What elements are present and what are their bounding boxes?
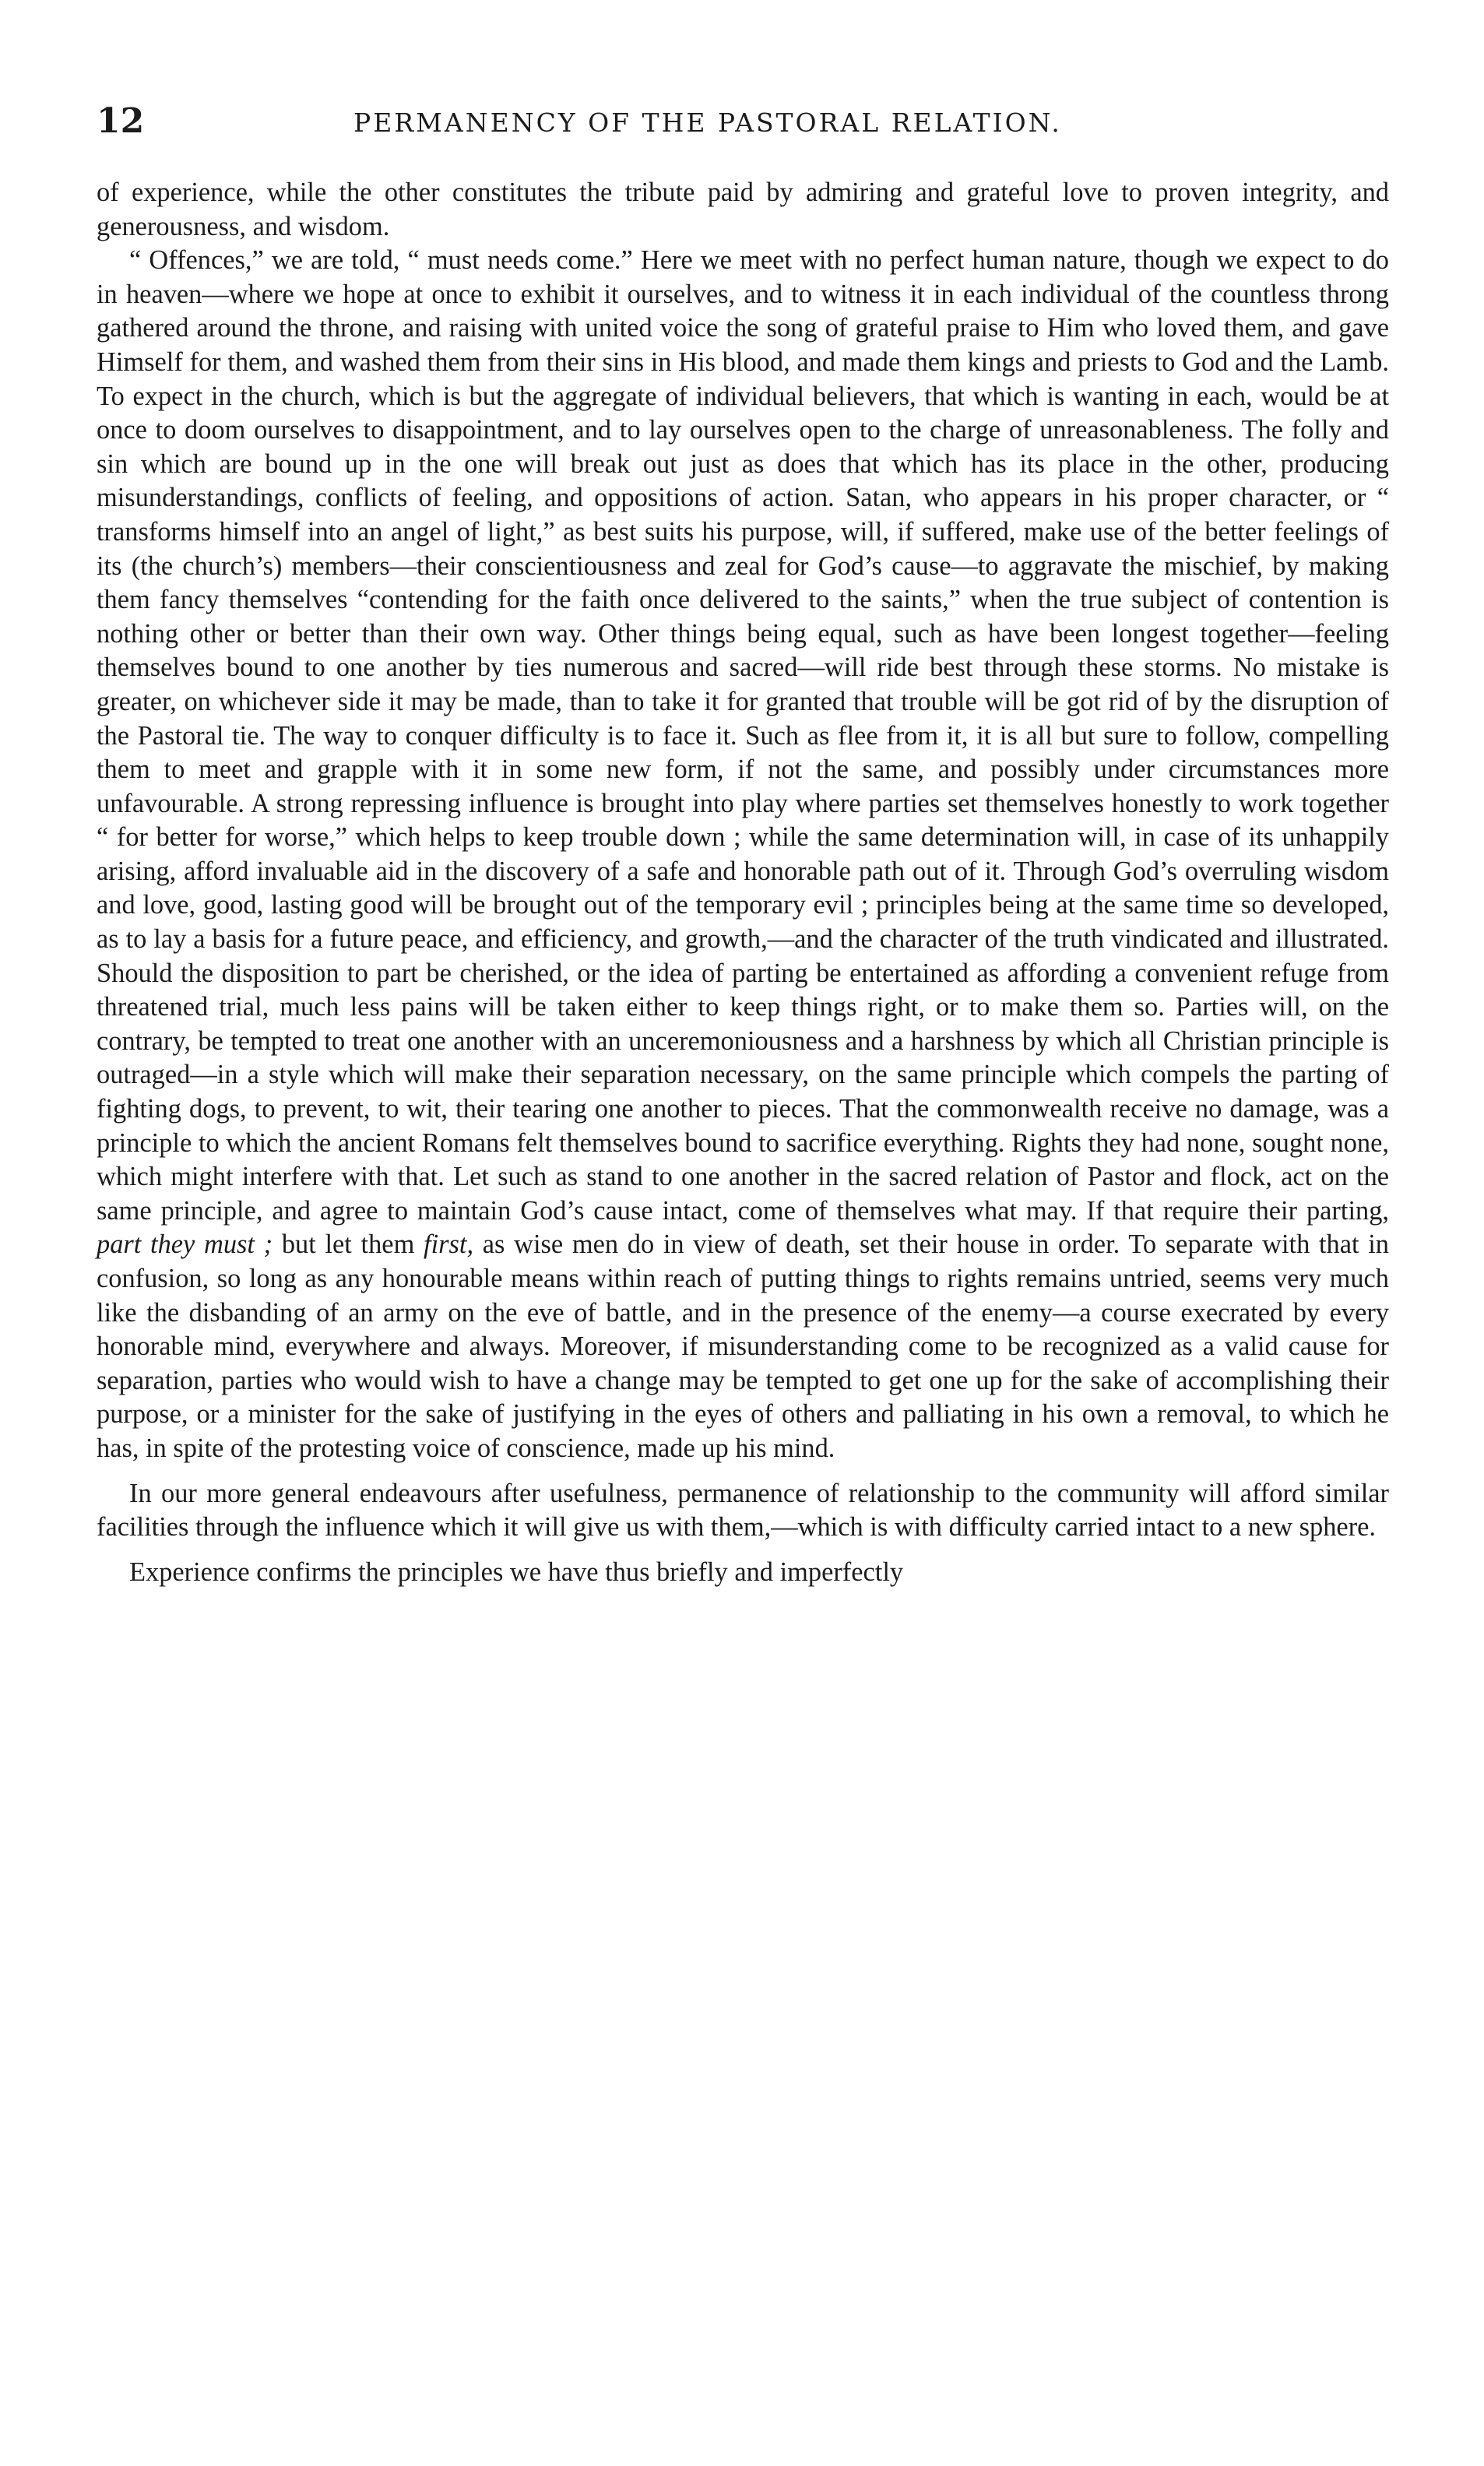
paragraph-3-text: In our more general endeavours after usefulness, permanence of relationship to the community will afford similar facilities through the influence which it will give us with them,—which is with difficulty carried intact to a new sphere. [97,1478,1389,1543]
document-page [97,101,1389,1589]
paragraph-1-text: of experience, while the other constitutes the tribute paid by admiring and grateful love to proven integrity, and generousness, and wisdom. [97,178,1389,241]
paragraph-4-text: Experience confirms the principles we have thus briefly and imperfectly [129,1557,904,1587]
paragraph-2-text: “ Offences,” we are told, “ must needs come.” Here we meet with no perfect human nature, though we expect to do in heaven—where we hope at once to exhibit it ourselves, and to witness it in each individual of the countless throng gathered around the throne, and raising with united voice the song of grateful praise to Him who loved them, and gave Himself for them, and washed them from their sins in His blood, and made them kings and priests to God and the Lamb. To expect in the church, which is but the aggregate of individual believers, that which is wanting in each, would be at once to doom ourselves to disappointment, and to lay ourselves open to the charge of unreasonableness. The folly and sin which are bound up in the one will break out just as does that which has its place in the other, producing misunderstandings, conflicts of feeling, and oppositions of action. Satan, who appears in his proper character, or “ transforms himself into an angel of light,” as best suits his purpose, will, if suffered, make use of the better feelings of its (the church’s) members—their conscientiousness and zeal for God’s cause—to aggravate the mischief, by making them fancy themselves “contending for the faith once delivered to the saints,” when the true subject of contention is nothing other or better than their own way. Other things being equal, such as have been longest together—feeling themselves bound to one another by ties numerous and sacred—will ride best through these storms. No mistake is greater, on whichever side it may be made, than to take it for granted that trouble will be got rid of by the disruption of the Pastoral tie. The way to conquer difficulty is to face it. Such as flee from it, it is all but sure to follow, compelling them to meet and grapple with it in some new form, if not the same, and possibly under circumstances more unfavourable. A strong repressing influence is brought into play where parties set themselves honestly to work together “ for better for worse,” which helps to keep trouble down ; while the same determination will, in case of its unhappily arising, afford invaluable aid in the discovery of a safe and honorable path out of it. Through God’s overruling wisdom and love, good, lasting good will be brought out of the temporary evil ; principles being at the same time so developed, as to lay a basis for a future peace, and efficiency, and growth,—and the character of the truth vindicated and illustrated. Should the disposition to part be cherished, or the idea of parting be entertained as affording a convenient refuge from threatened trial, much less pains will be taken either to keep things right, or to make them so. Parties will, on the contrary, be tempted to treat one another with an unceremoniousness and a harshness by which all Christian principle is outraged—in a style which will make their separation necessary, on the same principle which compels the parting of fighting dogs, to prevent, to wit, their tearing one another to pieces. That the commonwealth receive no damage, was a principle to which the ancient Romans felt themselves bound to sacrifice everything. Rights they had none, sought none, which might interfere with that. Let such as stand to one another in the sacred relation of Pastor and flock, act on the same principle, and agree to maintain God’s cause intact, come of themselves what may. If that require their parting, [97,245,1389,1226]
paragraph-2-italic-2: first, [424,1229,474,1260]
running-head [97,101,1389,150]
page-number: 12 [97,101,145,141]
paragraph-4 [97,1556,1389,1590]
paragraph-2-text-3: as wise men do in view of death, set their house in order. To separate with that in confusion, so long as any honourable means within reach of putting things to rights remains untried, seems very much like the disbanding of an army on the eve of battle, and in the presence of the enemy—a course execrated by every honorable mind, everywhere and always. Moreover, if misunderstanding come to be recognized as a valid cause for separation, parties who would wish to have a change may be tempted to get one up for the sake of accomplishing their purpose, or a minister for the sake of justifying in the eyes of others and palliating in his own a removal, to which he has, in spite of the protesting voice of conscience, made up his mind. [97,1229,1389,1463]
paragraph-2 [97,244,1389,1465]
running-title: PERMANENCY OF THE PASTORAL RELATION. [353,107,1062,138]
paragraph-2-text-2: but let them [273,1229,424,1260]
paragraph-1 [97,176,1389,244]
body-text [97,176,1389,1589]
paragraph-3 [97,1477,1389,1545]
paragraph-2-italic-1: part they must ; [97,1229,273,1260]
